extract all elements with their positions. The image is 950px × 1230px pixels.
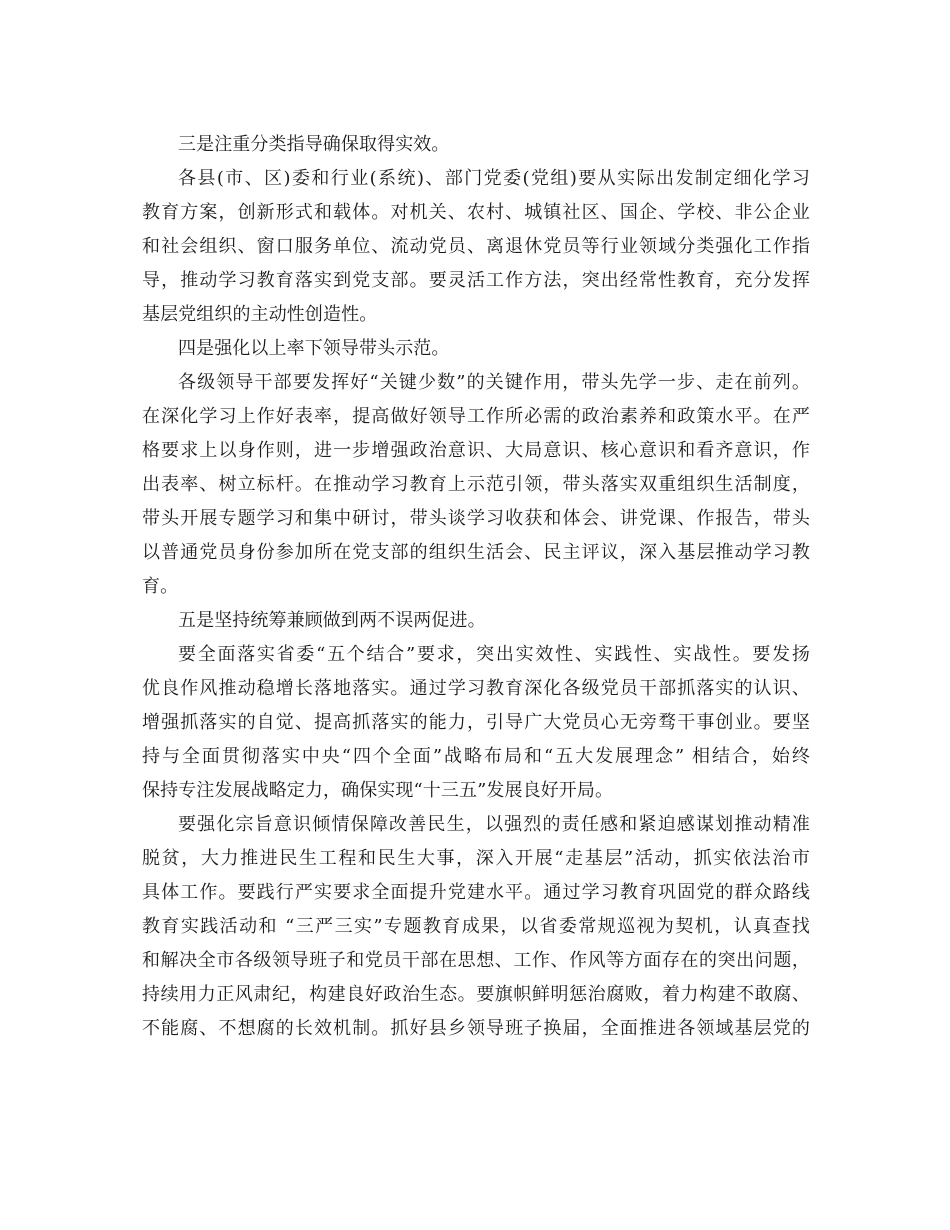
paragraph-line: 格要求上以身作则，进一步增强政治意识、大局意识、核心意识和看齐意识，作 (142, 440, 810, 461)
paragraph-line: 在深化学习上作好表率，提高做好领导工作所必需的政治素养和政策水平。在严 (142, 406, 810, 427)
paragraph-line: 持续用力正风肃纪，构建良好政治生态。要旗帜鲜明惩治腐败，着力构建不敢腐、 (142, 984, 810, 1005)
paragraph-line: 以普通党员身份参加所在党支部的组织生活会、民主评议，深入基层推动学习教 (142, 542, 810, 563)
paragraph-line: 不能腐、不想腐的长效机制。抓好县乡领导班子换届，全面推进各领域基层党的 (142, 1018, 810, 1039)
paragraph-line: 出表率、树立标杆。在推动学习教育上示范引领，带头落实双重组织生活制度， (142, 474, 810, 495)
paragraph-line: 持与全面贯彻落实中央“四个全面”战略布局和“五大发展理念” 相结合，始终 (142, 746, 810, 767)
paragraph-line: 导，推动学习教育落实到党支部。要灵活工作方法，突出经常性教育，充分发挥 (142, 270, 810, 291)
section-heading-3: 三是注重分类指导确保取得实效。 (178, 134, 450, 155)
paragraph-line: 具体工作。要践行严实要求全面提升党建水平。通过学习教育巩固党的群众路线 (142, 882, 810, 903)
paragraph-line: 和社会组织、窗口服务单位、流动党员、离退休党员等行业领域分类强化工作指 (142, 236, 810, 257)
paragraph-line: 各级领导干部要发挥好“关键少数”的关键作用，带头先学一步、走在前列。 (178, 372, 810, 393)
paragraph-line: 教育方案，创新形式和载体。对机关、农村、城镇社区、国企、学校、非公企业 (142, 202, 810, 223)
paragraph-line: 和解决全市各级领导班子和党员干部在思想、工作、作风等方面存在的突出问题， (142, 950, 810, 971)
paragraph-line: 教育实践活动和 “三严三实”专题教育成果，以省委常规巡视为契机，认真查找 (142, 916, 810, 937)
paragraph-line: 基层党组织的主动性创造性。 (142, 304, 378, 325)
paragraph-line: 带头开展专题学习和集中研讨，带头谈学习收获和体会、讲党课、作报告，带头 (142, 508, 810, 529)
paragraph-line: 各县(市、区)委和行业(系统)、部门党委(党组)要从实际出发制定细化学习 (178, 168, 810, 189)
document-body (142, 128, 810, 1046)
paragraph-line: 脱贫，大力推进民生工程和民生大事，深入开展“走基层”活动，抓实依法治市 (142, 848, 810, 869)
section-heading-4: 四是强化以上率下领导带头示范。 (178, 338, 450, 359)
paragraph-line: 要强化宗旨意识倾情保障改善民生，以强烈的责任感和紧迫感谋划推动精准 (178, 814, 810, 835)
section-heading-5: 五是坚持统筹兼顾做到两不误两促进。 (178, 610, 486, 631)
paragraph-line: 育。 (142, 576, 179, 597)
paragraph-line: 要全面落实省委“五个结合”要求，突出实效性、实践性、实战性。要发扬 (178, 644, 810, 665)
paragraph-line: 保持专注发展战略定力，确保实现“十三五”发展良好开局。 (142, 780, 614, 801)
paragraph-line: 增强抓落实的自觉、提高抓落实的能力，引导广大党员心无旁骛干事创业。要坚 (142, 712, 810, 733)
paragraph-line: 优良作风推动稳增长落地落实。通过学习教育深化各级党员干部抓落实的认识、 (142, 678, 810, 699)
